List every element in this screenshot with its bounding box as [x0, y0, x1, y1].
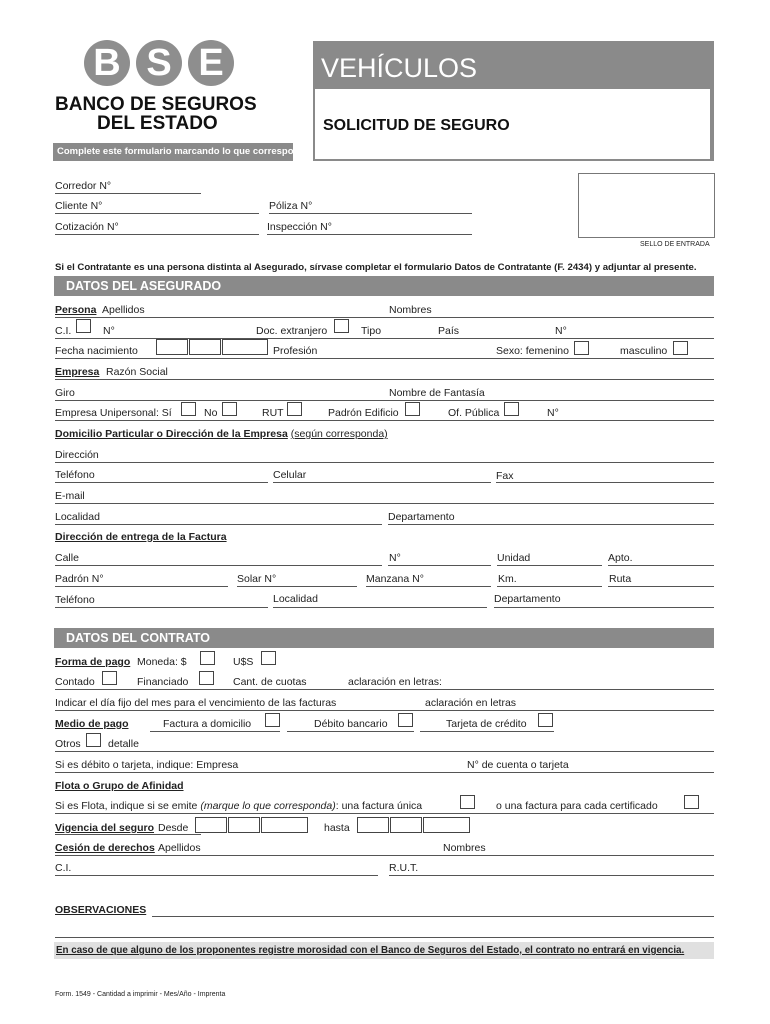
indicar-dia-line[interactable] — [55, 710, 714, 711]
telefono2-line[interactable] — [55, 607, 268, 608]
section-contrato-title: DATOS DEL CONTRATO — [66, 631, 210, 645]
desde-day-box[interactable] — [195, 817, 227, 833]
cesion-nombres-label: Nombres — [443, 842, 486, 854]
masculino-checkbox[interactable] — [673, 341, 688, 355]
telefono-line[interactable] — [55, 482, 268, 483]
localidad2-line[interactable] — [273, 607, 487, 608]
entry-stamp-label: SELLO DE ENTRADA — [640, 241, 710, 248]
pais-label: País — [438, 325, 460, 337]
factura-domicilio-label: Factura a domicilio — [163, 718, 252, 730]
bank-name-line2: DEL ESTADO — [97, 113, 218, 134]
tarjeta-credito-label: Tarjeta de crédito — [446, 718, 527, 730]
factura-domicilio-checkbox[interactable] — [265, 713, 280, 727]
hasta-month-box[interactable] — [390, 817, 422, 833]
subtitle-box — [315, 89, 710, 159]
hasta-year-box[interactable] — [423, 817, 470, 833]
birth-day-box[interactable] — [156, 339, 188, 355]
email-label: E-mail — [55, 490, 85, 502]
km-label: Km. — [498, 573, 517, 585]
forma-pago-line[interactable] — [55, 689, 714, 690]
giro-label: Giro — [55, 387, 75, 399]
unidad-label: Unidad — [497, 552, 531, 564]
logo-letter-e: E — [188, 40, 234, 86]
unidad-line[interactable] — [497, 565, 602, 566]
moneda-usd-checkbox[interactable] — [261, 651, 276, 665]
marque-label: (marque lo que corresponda) — [200, 800, 336, 812]
domicilio-note: (según corresponda) — [290, 428, 388, 440]
tarjeta-credito-checkbox[interactable] — [538, 713, 553, 727]
cesion-label: Cesión de derechos — [55, 842, 155, 854]
warning-banner — [54, 942, 714, 959]
entrega-factura-title: Dirección de entrega de la Factura — [55, 531, 227, 543]
debito-bancario-label: Débito bancario — [314, 718, 388, 730]
moneda-pesos-checkbox[interactable] — [200, 651, 215, 665]
fax-line[interactable] — [496, 482, 714, 483]
title-panel — [313, 41, 714, 161]
apto-line[interactable] — [608, 565, 714, 566]
razon-social-line[interactable] — [55, 379, 714, 380]
calle-number-line[interactable] — [388, 565, 491, 566]
persona-label: Persona — [55, 304, 97, 316]
email-line[interactable] — [55, 503, 714, 504]
localidad2-label: Localidad — [273, 593, 318, 605]
unipersonal-label: Empresa Unipersonal: Sí — [55, 407, 172, 419]
observaciones-label: OBSERVACIONES — [55, 904, 147, 916]
padron-label: Padrón N° — [55, 573, 104, 585]
contratante-notice: Si el Contratante es una persona distinta al Asegurado, sírvase completar el formulario Datos de Contratante (F. 2434) y adjuntar al presente. — [55, 262, 697, 273]
nombres-label: Nombres — [389, 304, 432, 316]
section-contrato — [54, 628, 714, 648]
padron-edificio-checkbox[interactable] — [405, 402, 420, 416]
otros-label: Otros — [55, 738, 81, 750]
of-publica-label: Of. Pública — [448, 407, 500, 419]
cada-certificado-checkbox[interactable] — [684, 795, 699, 809]
localidad-line[interactable] — [55, 524, 382, 525]
solar-label: Solar N° — [237, 573, 277, 585]
vigencia-line — [55, 834, 201, 835]
inspeccion-field[interactable] — [267, 234, 472, 235]
profesion-label: Profesión — [273, 345, 318, 357]
inspeccion-label: Inspección N° — [267, 221, 332, 233]
hasta-label: hasta — [324, 822, 350, 834]
localidad-label: Localidad — [55, 511, 100, 523]
fecha-line[interactable] — [55, 358, 714, 359]
cant-cuotas-label: Cant. de cuotas — [233, 676, 307, 688]
unipersonal-si-checkbox[interactable] — [181, 402, 196, 416]
debito-bancario-checkbox[interactable] — [398, 713, 413, 727]
cesion-apellidos-label: Apellidos — [158, 842, 201, 854]
instruction-text: Complete este formulario marcando lo que corresponda — [57, 146, 311, 157]
ci-number-label: N° — [103, 325, 115, 337]
form-footer: Form. 1549 - Cantidad a imprimir - Mes/Año - Imprenta — [55, 991, 226, 998]
ci-line[interactable] — [55, 338, 714, 339]
contado-checkbox[interactable] — [102, 671, 117, 685]
masculino-label: masculino — [620, 345, 668, 357]
nombre-fantasia-label: Nombre de Fantasía — [389, 387, 485, 399]
unipersonal-no-checkbox[interactable] — [222, 402, 237, 416]
razon-social-label: Razón Social — [106, 366, 168, 378]
contado-label: Contado — [55, 676, 95, 688]
logo-letter-s: S — [136, 40, 182, 86]
una-factura-checkbox[interactable] — [460, 795, 475, 809]
rut-label: RUT — [262, 407, 284, 419]
tarjeta-underline — [420, 731, 554, 732]
unipersonal-line[interactable] — [55, 420, 714, 421]
doc-number-label: N° — [555, 325, 567, 337]
tipo-label: Tipo — [361, 325, 382, 337]
financiado-checkbox[interactable] — [199, 671, 214, 685]
section-asegurado — [54, 276, 714, 296]
calle-line[interactable] — [55, 565, 382, 566]
section-asegurado-title: DATOS DEL ASEGURADO — [66, 279, 222, 293]
domicilio-title: Domicilio Particular o Dirección de la Empresa — [55, 428, 288, 440]
desde-month-box[interactable] — [228, 817, 260, 833]
apellidos-label: Apellidos — [102, 304, 145, 316]
flota-line — [55, 813, 714, 814]
usd-label: U$S — [233, 656, 254, 668]
telefono2-label: Teléfono — [55, 594, 95, 606]
of-publica-checkbox[interactable] — [504, 402, 519, 416]
cesion-line[interactable] — [55, 855, 714, 856]
doc-extranjero-checkbox[interactable] — [334, 319, 349, 333]
bank-name-line1: BANCO DE SEGUROS — [55, 94, 257, 115]
debito-underline — [287, 731, 414, 732]
hasta-day-box[interactable] — [357, 817, 389, 833]
aclaracion-letras-label: aclaración en letras: — [348, 676, 442, 688]
direccion-label: Dirección — [55, 449, 99, 461]
solar-line[interactable] — [237, 586, 357, 587]
si-debito-label: Si es débito o tarjeta, indique: Empresa — [55, 759, 239, 771]
birth-year-box[interactable] — [222, 339, 268, 355]
entry-stamp-box — [578, 173, 715, 238]
moneda-label: Moneda: $ — [137, 656, 187, 668]
calle-number-label: N° — [389, 552, 401, 564]
km-line[interactable] — [497, 586, 602, 587]
una-factura-label: : una factura única — [335, 800, 423, 812]
direccion-line[interactable] — [55, 462, 714, 463]
ruta-line[interactable] — [608, 586, 714, 587]
observaciones-line-1[interactable] — [152, 916, 714, 917]
corredor-field[interactable] — [55, 193, 201, 194]
padron-edificio-label: Padrón Edificio — [328, 407, 399, 419]
otros-checkbox[interactable] — [86, 733, 101, 747]
otros-line[interactable] — [55, 751, 714, 752]
flota-title: Flota o Grupo de Afinidad — [55, 780, 184, 792]
poliza-label: Póliza N° — [269, 200, 313, 212]
empresa-label: Empresa — [55, 366, 100, 378]
ruta-label: Ruta — [609, 573, 632, 585]
financiado-label: Financiado — [137, 676, 189, 688]
departamento-line[interactable] — [388, 524, 714, 525]
instruction-banner — [53, 143, 311, 161]
persona-line[interactable] — [55, 317, 714, 318]
empresa-number-label: N° — [547, 407, 559, 419]
vigencia-label: Vigencia del seguro — [55, 822, 155, 834]
unipersonal-no-label: No — [204, 407, 218, 419]
giro-line[interactable] — [55, 400, 714, 401]
poliza-field[interactable] — [269, 213, 472, 214]
cliente-field[interactable] — [55, 213, 259, 214]
indicar-dia-label: Indicar el día fijo del mes para el vencimiento de las facturas — [55, 697, 337, 709]
padron-line[interactable] — [55, 586, 228, 587]
detalle-label: detalle — [108, 738, 139, 750]
cotizacion-label: Cotización N° — [55, 221, 119, 233]
cotizacion-field[interactable] — [55, 234, 259, 235]
departamento2-label: Departamento — [494, 593, 561, 605]
factura-domicilio-underline — [150, 731, 280, 732]
warning-text: En caso de que alguno de los proponentes registre morosidad con el Banco de Seguros del Estado, el contrato no entrará en vigencia. — [56, 945, 685, 956]
doc-extranjero-label: Doc. extranjero — [256, 325, 328, 337]
forma-pago-label: Forma de pago — [55, 656, 131, 668]
desde-year-box[interactable] — [261, 817, 308, 833]
aclaracion-letras2-label: aclaración en letras — [425, 697, 517, 709]
desde-label: Desde — [158, 822, 189, 834]
apto-label: Apto. — [608, 552, 633, 564]
observaciones-line-2[interactable] — [55, 937, 714, 938]
cliente-label: Cliente N° — [55, 200, 103, 212]
si-flota-text — [55, 800, 422, 812]
domicilio-heading — [55, 428, 388, 440]
cada-certificado-label: o una factura para cada certificado — [496, 800, 658, 812]
form-title: VEHÍCULOS — [321, 53, 478, 83]
medio-pago-label: Medio de pago — [55, 718, 129, 730]
cesion-ci-label: C.I. — [55, 862, 72, 874]
celular-label: Celular — [273, 469, 307, 481]
cesion-rut-label: R.U.T. — [389, 862, 419, 874]
cesion-rut-line[interactable] — [389, 875, 714, 876]
telefono-label: Teléfono — [55, 469, 95, 481]
departamento2-line[interactable] — [494, 607, 714, 608]
corredor-label: Corredor N° — [55, 180, 112, 192]
sexo-femenino-label: Sexo: femenino — [496, 345, 569, 357]
manzana-line[interactable] — [366, 586, 491, 587]
fax-label: Fax — [496, 470, 514, 482]
cesion-ci-line[interactable] — [55, 875, 378, 876]
celular-line[interactable] — [273, 482, 491, 483]
calle-label: Calle — [55, 552, 79, 564]
femenino-checkbox[interactable] — [574, 341, 589, 355]
cuenta-tarjeta-label: N° de cuenta o tarjeta — [467, 759, 569, 771]
manzana-label: Manzana N° — [366, 573, 424, 585]
departamento-label: Departamento — [388, 511, 455, 523]
ci-label: C.I. — [55, 325, 72, 337]
logo-letter-b: B — [84, 40, 130, 86]
birth-month-box[interactable] — [189, 339, 221, 355]
ci-checkbox[interactable] — [76, 319, 91, 333]
rut-checkbox[interactable] — [287, 402, 302, 416]
si-debito-line[interactable] — [55, 772, 714, 773]
fecha-nacimiento-label: Fecha nacimiento — [55, 345, 138, 357]
form-subtitle: SOLICITUD DE SEGURO — [323, 117, 510, 134]
si-flota-label: Si es Flota, indique si se emite — [55, 800, 201, 812]
